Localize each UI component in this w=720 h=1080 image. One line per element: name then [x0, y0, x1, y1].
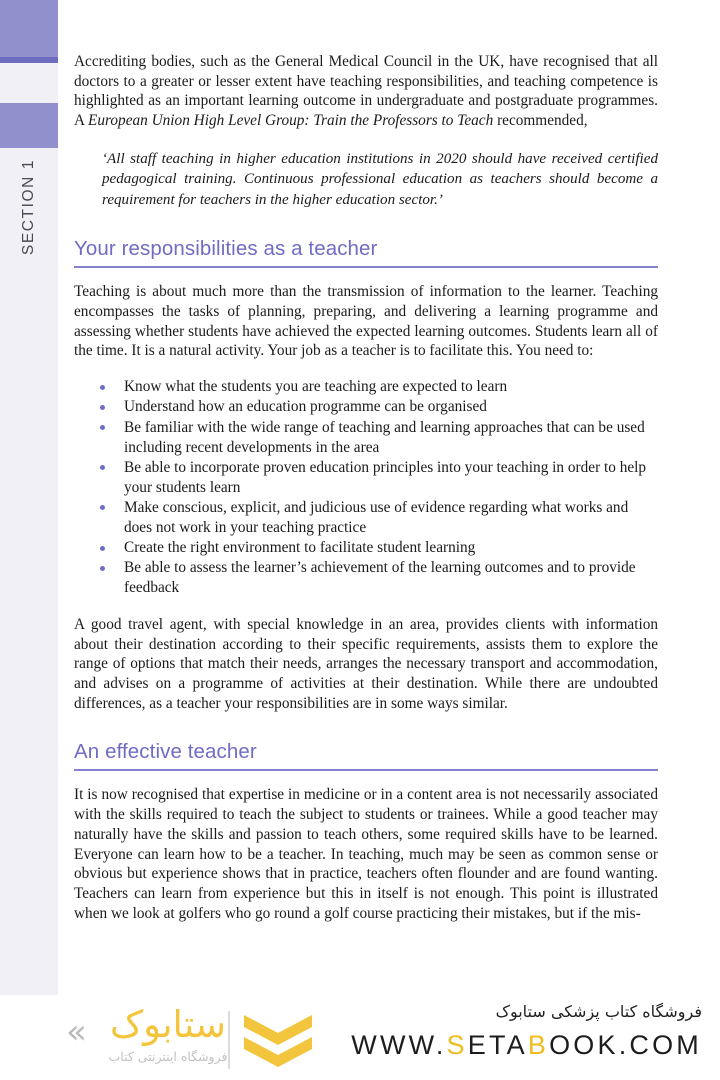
bullet-dot-icon — [100, 405, 105, 410]
bullet-dot-icon — [100, 425, 105, 430]
bullet-dot-icon — [100, 546, 105, 551]
section-label: SECTION 1 — [20, 158, 37, 256]
list-item — [100, 458, 658, 498]
list-item-label: Understand how an education programme can be organised — [124, 398, 487, 416]
footer-tagline: فروشگاه کتاب پزشکی ستابوک — [495, 1002, 702, 1021]
heading-wrap-effective-teacher — [74, 740, 658, 771]
logo-subtitle-text: فروشگاه اینترنتی کتاب — [108, 1049, 228, 1064]
logo-chevron-mark-icon — [242, 1013, 316, 1071]
section-rail — [0, 0, 58, 995]
bullet-dot-icon — [100, 465, 105, 470]
paragraph-effective-teacher: It is now recognised that expertise in medicine or in a content area is not necessarily associated with the skills required to teach the subject to students or trainees. While a good teacher may naturally have the skills and passion to teach others, some required skills have to be learned. Everyone can learn how to be a teacher. In teaching, much may be seen as common sense or obvious but experience shows that in practice, teachers often flounder and are found wanting. Teachers can learn from experience but this in itself is not enough. This point is illustrated when we look at golfers who go round a golf course practicing their mistakes, but if the mis- — [74, 786, 658, 922]
list-item — [100, 397, 658, 417]
list-item — [100, 377, 658, 397]
intro-paragraph-part1: Accrediting bodies, such as the General Medical Council in the UK, have recognised that all doctors to a greater or lesser extent have teaching responsibilities, and teaching competence is highlighted as an important learning outcome in undergraduate and postgraduate programmes. A — [74, 53, 658, 130]
pull-quote: ‘All staff teaching in higher education institutions in 2020 should have received certified pedagogical training. Continuous professional education as teachers should become a requirement for teachers in the higher education sector.’ — [102, 150, 658, 208]
footer-watermark-band — [0, 995, 720, 1080]
list-item-label: Be able to assess the learner’s achievement of the learning outcomes and to provide feedback — [124, 559, 636, 597]
bullet-dot-icon — [100, 505, 105, 510]
list-item — [100, 498, 658, 538]
page-heading-effective-teacher: An effective teacher — [74, 740, 658, 771]
footer-inner — [0, 995, 720, 1080]
list-item-label: Be familiar with the wide range of teaching and learning approaches that can be used including recent developments in the area — [124, 418, 645, 456]
intro-paragraph-part2: recommended, — [493, 112, 588, 130]
setabook-logo — [28, 1003, 338, 1075]
bullet-dot-icon — [100, 566, 105, 571]
logo-chevron-icon: « — [66, 1012, 87, 1052]
bullet-dot-icon — [100, 385, 105, 390]
text-column — [74, 52, 658, 923]
footer-url-s: S — [446, 1030, 468, 1060]
paragraph-travel-agent: A good travel agent, with special knowledge in an area, provides clients with information about their destination according to their specific requirements, assists them to explore the range of options that match their needs, arranges the necessary transport and accommodation, and advises on a programme of activities at their destination. While there are undoubted differences, as a teacher your responsibilities are in some ways similar. — [74, 615, 658, 712]
rail-block-top — [0, 0, 58, 57]
list-item — [100, 558, 658, 598]
footer-url-pre: WWW. — [351, 1030, 447, 1060]
logo-divider — [228, 1011, 230, 1069]
intro-paragraph-italic-title: European Union High Level Group: Train the Professors to Teach — [88, 112, 494, 130]
rail-divider-rule — [0, 57, 58, 63]
logo-wordmark-text: ستابوک — [110, 1003, 226, 1046]
footer-text-block — [342, 1001, 702, 1060]
list-item — [100, 538, 658, 558]
responsibilities-bullet-list — [74, 377, 658, 598]
page-heading-responsibilities: Your responsibilities as a teacher — [74, 237, 658, 268]
footer-url[interactable] — [342, 1030, 702, 1060]
heading-wrap-responsibilities — [74, 237, 658, 268]
footer-url-eta: ETA — [467, 1030, 528, 1060]
intro-paragraph — [74, 52, 658, 131]
list-item-label: Know what the students you are teaching are expected to learn — [124, 378, 508, 396]
paragraph-teaching-overview: Teaching is about much more than the transmission of information to the learner. Teaching encompasses the tasks of planning, preparing, and delivering a learning programme and assessing whether students have achieved the expected learning outcomes. Students learn all of the time. It is a natural activity. Your job as a teacher is to facilitate this. You need to: — [74, 283, 658, 360]
list-item — [100, 418, 658, 458]
list-item-label: Be able to incorporate proven education principles into your teaching in order to help your students learn — [124, 458, 647, 496]
list-item-label: Create the right environment to facilitate student learning — [124, 539, 476, 556]
footer-url-b: B — [527, 1030, 550, 1060]
footer-url-post: OOK.COM — [549, 1030, 702, 1060]
list-item-label: Make conscious, explicit, and judicious use of evidence regarding what works and does not work in your teaching practice — [124, 498, 629, 536]
